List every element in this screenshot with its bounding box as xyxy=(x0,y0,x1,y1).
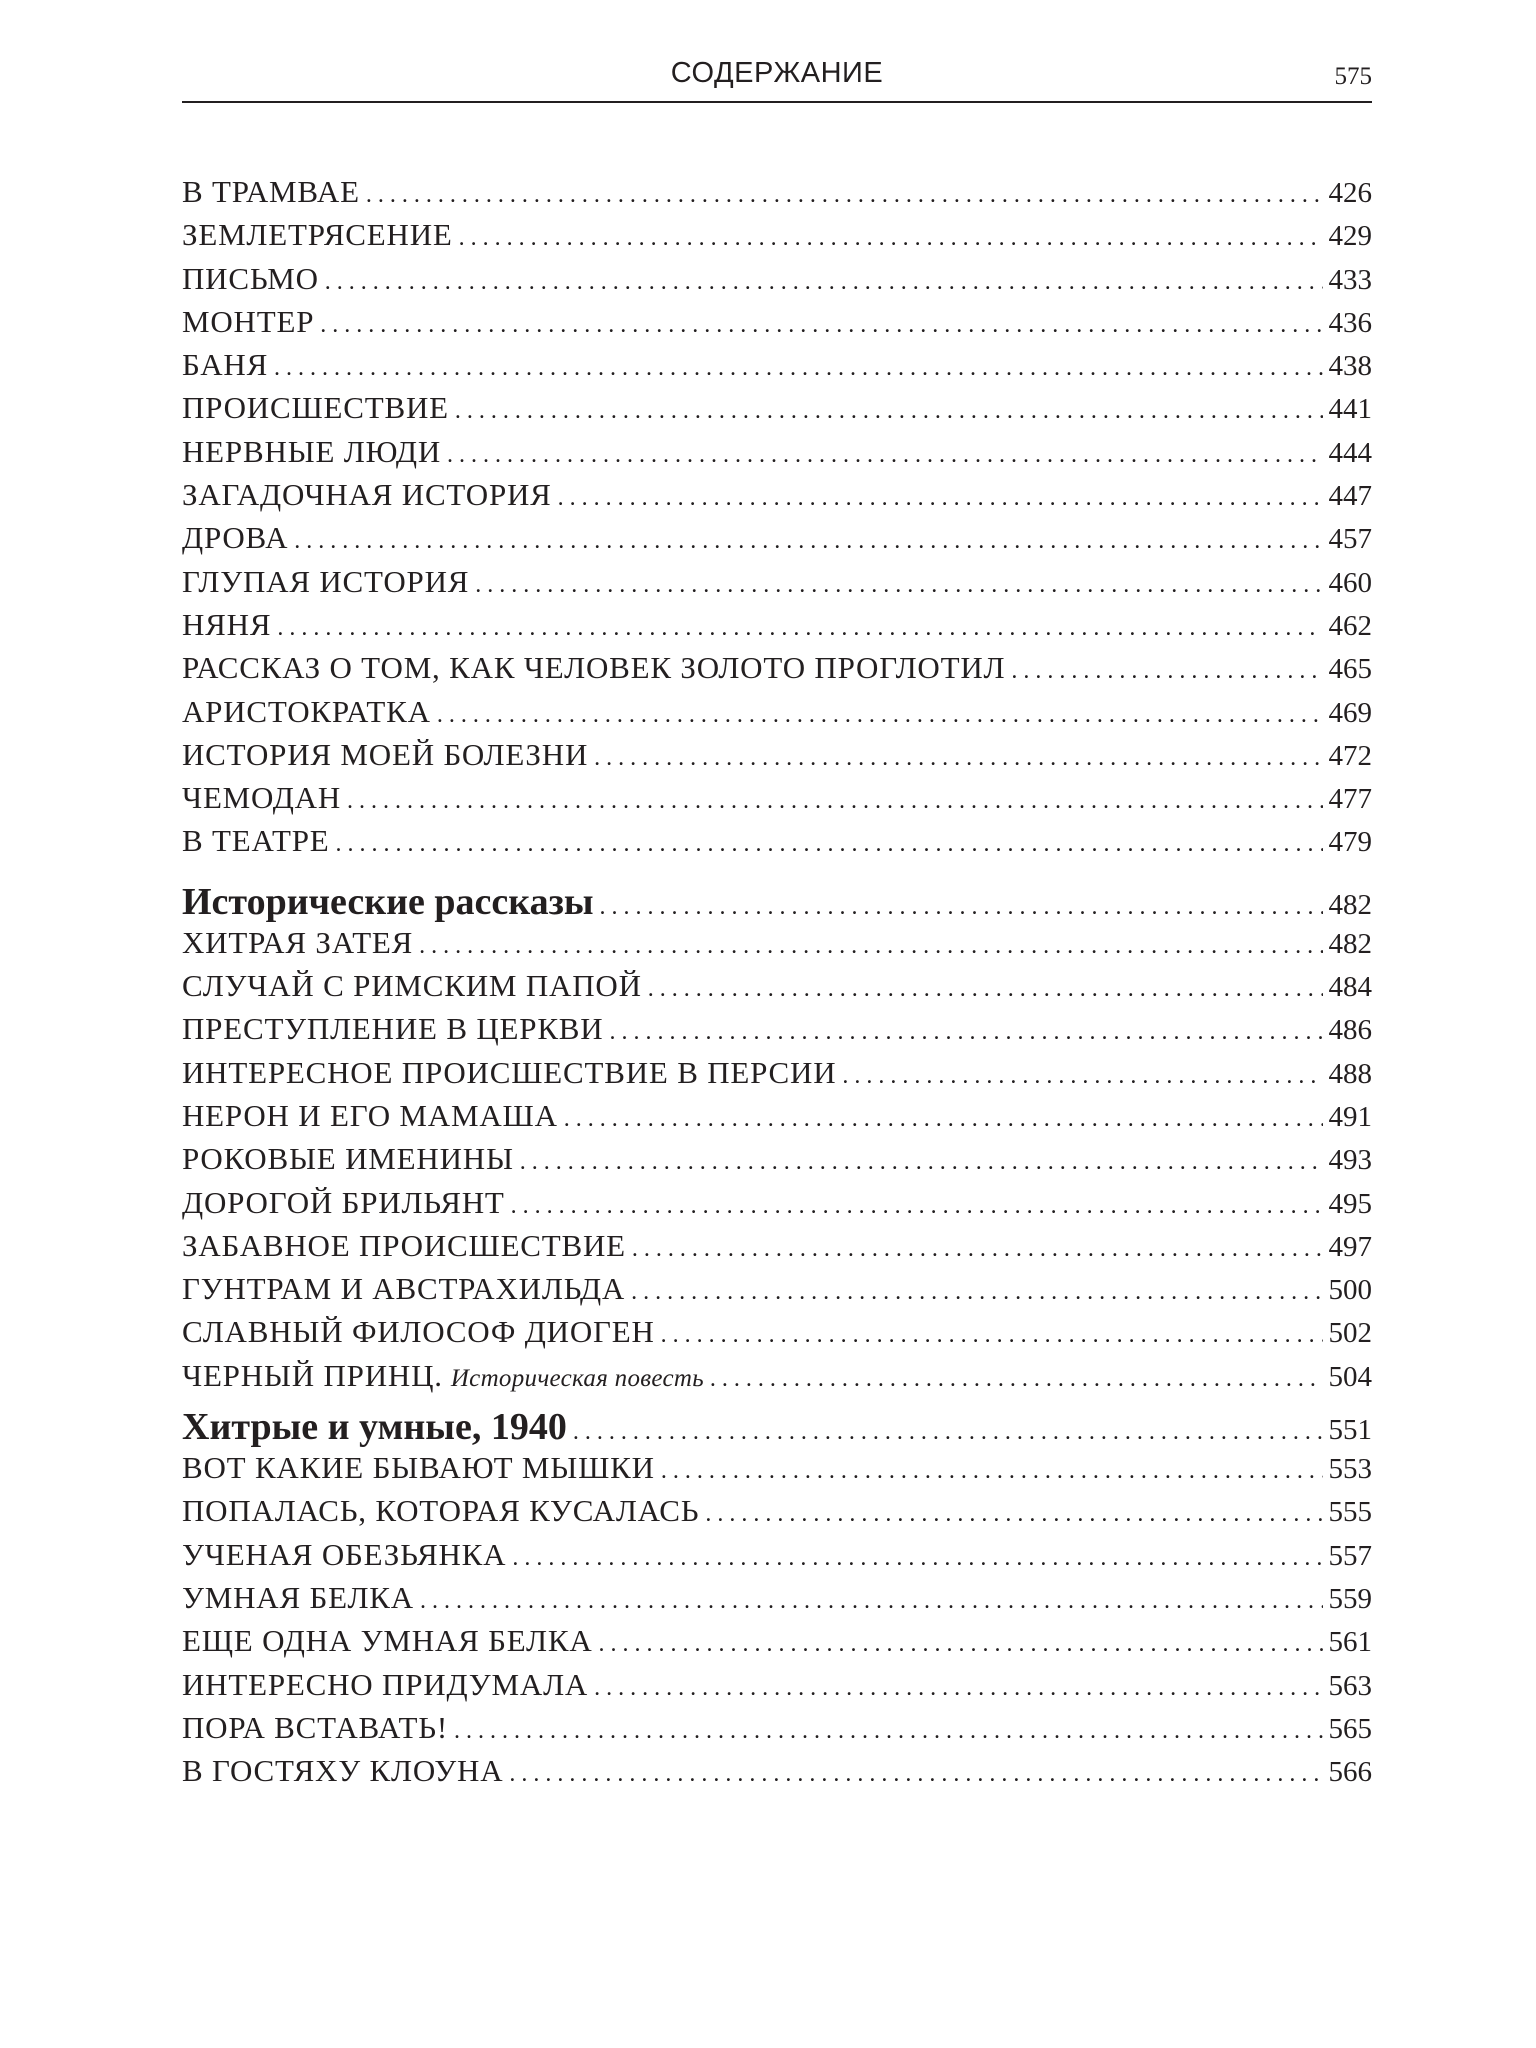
title-text: Хитрые и умные, 1940 xyxy=(182,1406,567,1449)
entry-page-number: 559 xyxy=(1328,1582,1372,1615)
title-text: ГУНТРАМ И АВСТРАХИЛЬДА xyxy=(182,1271,626,1307)
dot-leader xyxy=(454,1718,1323,1745)
dot-leader xyxy=(648,976,1323,1003)
entry-title xyxy=(182,1753,503,1789)
page-number: 575 xyxy=(1334,63,1372,90)
entry-page-number: 441 xyxy=(1328,393,1372,426)
entry-title xyxy=(182,1493,699,1529)
toc-entry[interactable] xyxy=(182,1580,1372,1623)
dot-leader xyxy=(599,1631,1323,1658)
entry-page-number: 500 xyxy=(1328,1274,1372,1307)
entry-page-number: 555 xyxy=(1328,1496,1372,1529)
entry-title xyxy=(182,434,441,470)
toc-entry[interactable] xyxy=(182,1228,1372,1271)
title-text: ПРОИСШЕСТВИЕ xyxy=(182,390,449,426)
entry-page-number: 502 xyxy=(1328,1317,1372,1350)
entry-title xyxy=(182,737,588,773)
entry-page-number: 436 xyxy=(1328,306,1372,339)
entry-page-number: 495 xyxy=(1328,1187,1372,1220)
entry-title xyxy=(182,174,360,210)
entry-title xyxy=(182,1011,603,1047)
toc-entry[interactable] xyxy=(182,925,1372,968)
toc-entry[interactable] xyxy=(182,1098,1372,1141)
toc-section xyxy=(182,1405,1372,1796)
entry-page-number: 477 xyxy=(1328,783,1372,816)
title-text: РОКОВЫЕ ИМЕНИНЫ xyxy=(182,1141,514,1177)
entry-title xyxy=(182,1623,593,1659)
toc-entry[interactable] xyxy=(182,607,1372,650)
entry-title xyxy=(182,1450,655,1486)
entry-page-number: 460 xyxy=(1328,566,1372,599)
title-text: В ТЕАТРЕ xyxy=(182,823,330,859)
title-text: УЧЕНАЯ ОБЕЗЬЯНКА xyxy=(182,1536,507,1572)
entry-page-number: 444 xyxy=(1328,436,1372,469)
entry-page-number: 447 xyxy=(1328,480,1372,513)
toc-entry[interactable] xyxy=(182,737,1372,780)
entry-page-number: 504 xyxy=(1328,1360,1372,1393)
dot-leader xyxy=(564,1106,1323,1133)
title-text: ЗАГАДОЧНАЯ ИСТОРИЯ xyxy=(182,477,552,513)
entry-page-number: 561 xyxy=(1328,1626,1372,1659)
entry-page-number: 472 xyxy=(1328,739,1372,772)
title-text: ХИТРАЯ ЗАТЕЯ xyxy=(182,924,414,960)
title-text: В ТРАМВАЕ xyxy=(182,174,360,209)
entry-subtitle: Историческая повесть xyxy=(450,1364,704,1392)
entry-page-number: 462 xyxy=(1328,609,1372,642)
entry-title xyxy=(182,1185,505,1221)
entry-title xyxy=(182,968,642,1004)
entry-title xyxy=(182,780,341,816)
entry-page-number: 565 xyxy=(1328,1712,1372,1745)
title-text: ВОТ КАКИЕ БЫВАЮТ МЫШКИ xyxy=(182,1450,655,1486)
entry-title xyxy=(182,564,469,600)
title-text: НЕРОН И ЕГО МАМАША xyxy=(182,1097,558,1133)
toc-entry[interactable] xyxy=(182,694,1372,737)
title-text: ПОРА ВСТАВАТЬ! xyxy=(182,1709,448,1745)
dot-leader xyxy=(511,1193,1323,1220)
entry-page-number: 469 xyxy=(1328,696,1372,729)
title-text: МОНТЕР xyxy=(182,303,315,339)
title-text: ДРОВА xyxy=(182,520,289,556)
title-text: НЕРВНЫЕ ЛЮДИ xyxy=(182,433,442,469)
entry-title xyxy=(182,390,449,426)
dot-leader xyxy=(277,615,1322,642)
entry-page-number: 465 xyxy=(1328,653,1372,686)
header-divider xyxy=(182,101,1372,103)
toc-entry[interactable] xyxy=(182,390,1372,433)
entry-page-number: 497 xyxy=(1328,1230,1372,1263)
title-text: ПОПАЛАСЬ, КОТОРАЯ КУСАЛАСЬ xyxy=(182,1493,700,1529)
toc-entry[interactable] xyxy=(182,1537,1372,1580)
entry-page-number: 566 xyxy=(1328,1756,1372,1789)
entry-title xyxy=(182,1098,558,1134)
entry-title xyxy=(182,694,431,730)
toc-entry[interactable] xyxy=(182,1667,1372,1710)
entry-title xyxy=(182,1580,414,1616)
page-title: СОДЕРЖАНИЕ xyxy=(670,57,884,89)
entry-page-number: 438 xyxy=(1328,350,1372,383)
title-text: АРИСТОКРАТКА xyxy=(182,693,431,729)
dot-leader xyxy=(294,528,1322,555)
entry-title xyxy=(182,520,288,556)
dot-leader xyxy=(366,182,1323,209)
toc-entry[interactable] xyxy=(182,174,1372,217)
dot-leader xyxy=(661,1458,1323,1485)
entry-page-number: 551 xyxy=(1328,1414,1372,1447)
entry-title xyxy=(182,1537,506,1573)
dot-leader xyxy=(420,1588,1323,1615)
title-text: ЗАБАВНОЕ ПРОИСШЕСТВИЕ xyxy=(182,1227,626,1263)
toc-entry[interactable] xyxy=(182,1710,1372,1753)
entry-page-number: 486 xyxy=(1328,1014,1372,1047)
title-text: Исторические рассказы xyxy=(182,880,594,923)
section-title xyxy=(182,1405,567,1449)
entry-page-number: 553 xyxy=(1328,1453,1372,1486)
title-text: СЛУЧАЙ С РИМСКИМ ПАПОЙ xyxy=(182,968,642,1004)
toc-entry[interactable] xyxy=(182,968,1372,1011)
entry-title xyxy=(182,925,413,961)
entry-title xyxy=(182,823,329,859)
toc-entry[interactable] xyxy=(182,1011,1372,1054)
entry-title xyxy=(182,1141,514,1177)
dot-leader xyxy=(335,831,1322,858)
toc-entry[interactable] xyxy=(182,217,1372,260)
dot-leader xyxy=(594,1675,1322,1702)
toc-entry[interactable] xyxy=(182,304,1372,347)
dot-leader xyxy=(710,1366,1323,1393)
toc-entry[interactable] xyxy=(182,261,1372,304)
toc-entry[interactable] xyxy=(182,477,1372,520)
entry-title xyxy=(182,1314,655,1350)
title-text: ПРЕСТУПЛЕНИЕ В ЦЕРКВИ xyxy=(182,1011,604,1047)
entry-title xyxy=(182,217,453,253)
toc-entry[interactable] xyxy=(182,1753,1372,1796)
entry-page-number: 488 xyxy=(1328,1057,1372,1090)
dot-leader xyxy=(842,1063,1322,1090)
toc-entry[interactable] xyxy=(182,347,1372,390)
title-text: ГЛУПАЯ ИСТОРИЯ xyxy=(182,563,470,599)
entry-title xyxy=(182,607,271,643)
entry-page-number: 482 xyxy=(1328,888,1372,921)
dot-leader xyxy=(347,788,1322,815)
toc-entry[interactable] xyxy=(182,1185,1372,1228)
entry-page-number: 482 xyxy=(1328,927,1372,960)
dot-leader xyxy=(573,1419,1323,1446)
entry-title xyxy=(182,1055,836,1091)
dot-leader xyxy=(1011,658,1322,685)
entry-title xyxy=(182,261,319,297)
section-title xyxy=(182,880,594,924)
entry-title xyxy=(182,477,552,513)
title-text: СЛАВНЫЙ ФИЛОСОФ ДИОГЕН xyxy=(182,1314,655,1350)
dot-leader xyxy=(325,269,1323,296)
entry-title xyxy=(182,1710,448,1746)
dot-leader xyxy=(320,312,1322,339)
title-text: В ГОСТЯХУ КЛОУНА xyxy=(182,1753,504,1789)
entry-page-number: 557 xyxy=(1328,1539,1372,1572)
toc-entry[interactable] xyxy=(182,1055,1372,1098)
entry-title xyxy=(182,347,268,383)
toc-section-heading[interactable] xyxy=(182,1405,1372,1450)
toc-entry[interactable] xyxy=(182,650,1372,693)
title-text: НЯНЯ xyxy=(182,606,272,642)
toc-section xyxy=(182,880,1372,1401)
dot-leader xyxy=(475,572,1322,599)
title-text: ИСТОРИЯ МОЕЙ БОЛЕЗНИ xyxy=(182,736,589,772)
title-text: БАНЯ xyxy=(182,347,269,383)
toc-entry[interactable] xyxy=(182,823,1372,866)
dot-leader xyxy=(520,1149,1323,1176)
entry-page-number: 491 xyxy=(1328,1100,1372,1133)
table-of-contents xyxy=(182,174,1372,1796)
entry-title xyxy=(182,1271,625,1307)
title-text: ДОРОГОЙ БРИЛЬЯНТ xyxy=(182,1184,505,1220)
toc-entry[interactable] xyxy=(182,434,1372,477)
toc-entry[interactable] xyxy=(182,780,1372,823)
toc-entry[interactable] xyxy=(182,520,1372,563)
entry-page-number: 429 xyxy=(1328,220,1372,253)
entry-page-number: 433 xyxy=(1328,263,1372,296)
dot-leader xyxy=(447,442,1322,469)
entry-title xyxy=(182,650,1005,686)
toc-section-heading[interactable] xyxy=(182,880,1372,925)
dot-leader xyxy=(632,1236,1323,1263)
dot-leader xyxy=(594,745,1322,772)
title-text: ЧЕМОДАН xyxy=(182,780,342,816)
dot-leader xyxy=(419,933,1322,960)
entry-title xyxy=(182,304,314,340)
dot-leader xyxy=(455,398,1323,425)
toc-entry[interactable] xyxy=(182,1314,1372,1357)
entry-page-number: 479 xyxy=(1328,826,1372,859)
toc-entry[interactable] xyxy=(182,1623,1372,1666)
running-header xyxy=(182,55,1372,101)
title-text: ЕЩЕ ОДНА УМНАЯ БЕЛКА xyxy=(182,1623,593,1659)
dot-leader xyxy=(274,355,1322,382)
dot-leader xyxy=(600,894,1323,921)
dot-leader xyxy=(512,1545,1322,1572)
title-text: ИНТЕРЕСНО ПРИДУМАЛА xyxy=(182,1666,589,1702)
toc-section xyxy=(182,174,1372,867)
dot-leader xyxy=(631,1279,1322,1306)
entry-title xyxy=(182,1358,704,1394)
dot-leader xyxy=(459,225,1323,252)
toc-entry[interactable] xyxy=(182,1271,1372,1314)
dot-leader xyxy=(558,485,1323,512)
entry-page-number: 457 xyxy=(1328,523,1372,556)
title-text: РАССКАЗ О ТОМ, КАК ЧЕЛОВЕК ЗОЛОТО ПРОГЛОТИЛ xyxy=(182,650,1006,686)
dot-leader xyxy=(509,1761,1322,1788)
toc-entry[interactable] xyxy=(182,1141,1372,1184)
dot-leader xyxy=(661,1322,1323,1349)
toc-entry[interactable] xyxy=(182,1493,1372,1536)
entry-page-number: 484 xyxy=(1328,971,1372,1004)
dot-leader xyxy=(705,1501,1322,1528)
toc-entry[interactable] xyxy=(182,1450,1372,1493)
title-text: УМНАЯ БЕЛКА xyxy=(182,1579,414,1615)
dot-leader xyxy=(437,702,1323,729)
entry-page-number: 426 xyxy=(1328,177,1372,209)
entry-title xyxy=(182,1667,588,1703)
title-text: ЧЕРНЫЙ ПРИНЦ. xyxy=(182,1357,443,1393)
entry-title xyxy=(182,1228,626,1264)
title-text: ПИСЬМО xyxy=(182,260,319,296)
title-text: ИНТЕРЕСНОЕ ПРОИСШЕСТВИЕ В ПЕРСИИ xyxy=(182,1054,837,1090)
toc-entry[interactable] xyxy=(182,564,1372,607)
toc-entry[interactable] xyxy=(182,1358,1372,1401)
title-text: ЗЕМЛЕТРЯСЕНИЕ xyxy=(182,217,453,253)
dot-leader xyxy=(609,1019,1322,1046)
entry-page-number: 493 xyxy=(1328,1144,1372,1177)
entry-page-number: 563 xyxy=(1328,1669,1372,1702)
